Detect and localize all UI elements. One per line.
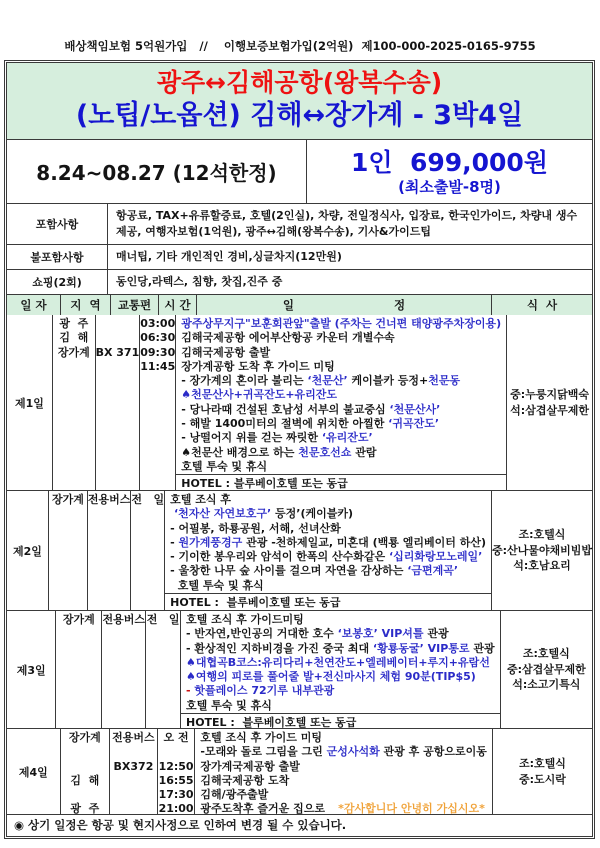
not-included-row	[7, 244, 592, 269]
region-cell-line	[61, 788, 110, 802]
itinerary-segment: 호텔 투숙 및 휴식	[170, 578, 264, 592]
itinerary-segment: ‘천자산 자연보호구’	[173, 507, 272, 521]
offer-row	[7, 139, 592, 203]
itinerary-segment: - 어필봉, 하룡공원, 서해, 선녀산화	[170, 521, 341, 535]
region-cell	[49, 491, 88, 610]
itinerary-segment: 천문호선쇼	[298, 445, 352, 459]
itinerary-segment: - 환상적인 지하비경을 가진 중국 최대	[185, 641, 373, 655]
title-box	[7, 63, 592, 139]
time-cell-line: 11:45	[140, 359, 176, 373]
included-content: 항공료, TAX+유류할증료, 호텔(2인실), 차량, 전일정식사, 입장료, 한국인가이드, 차량내 생수제공, 여행자보험(1억원), 광주↔김해(왕복수송), 기사&가이드팁	[116, 209, 578, 238]
itinerary-line	[186, 613, 495, 627]
meal-line: 중:삼겹살무제한	[506, 662, 586, 676]
time-cell-line: 17:30	[158, 788, 194, 802]
transport-cell-line: 전용버스	[87, 493, 131, 506]
itinerary-segment: - 울창한 나무 숲 사이를 걸으며 자연을 감상하는	[170, 564, 408, 578]
meal-line: 중:누룽지닭백숙	[510, 388, 589, 401]
itinerary-line	[181, 374, 501, 388]
itinerary-cell	[181, 611, 501, 728]
region-cell-line: 김 해	[59, 331, 89, 345]
itinerary-segment: 김해/광주출발	[200, 788, 269, 802]
itinerary-segment: - 반자연,반인공의 거대한 호수	[185, 627, 338, 641]
transport-cell	[110, 729, 158, 814]
time-cell-line: 전 일	[131, 493, 165, 506]
itinerary-line	[200, 731, 486, 745]
itinerary-segment: 김해국제공항 도착	[200, 773, 290, 787]
itinerary-line	[181, 460, 501, 474]
meal-line: 중:산나물야채비빔밥	[491, 543, 593, 557]
schedule-header-row	[7, 294, 592, 315]
itinerary-segment: ‘황룡동굴’ VIP통로	[372, 641, 470, 655]
time-cell-line	[158, 745, 195, 759]
itinerary-segment: *감사합니다 안녕히 가십시오*	[338, 802, 485, 816]
itinerary-segment: 케이블카 등정+	[347, 374, 429, 388]
region-cell-line: 장가계	[62, 613, 95, 626]
header-meals: 식 사	[526, 298, 558, 312]
itinerary-cell	[195, 729, 492, 814]
hotel-line: HOTEL : 블루베이호텔 또는 동급	[181, 713, 500, 731]
itinerary-segment: -	[170, 535, 179, 549]
itinerary-line	[170, 550, 486, 564]
itinerary-line	[181, 446, 501, 460]
itinerary-segment: 관광	[469, 641, 495, 655]
schedule-day-row	[7, 610, 592, 728]
itinerary-segment: 관광 후 공항으로이동	[379, 745, 487, 759]
itinerary-line	[186, 670, 495, 684]
day-label: 제4일	[18, 765, 48, 779]
itinerary-segment: ‘십리화랑모노레일’	[388, 550, 483, 564]
day-label-cell	[7, 491, 49, 610]
itinerary-line	[181, 331, 501, 345]
region-cell-line: 김 해	[70, 773, 100, 787]
title-main: (노팁/노옵션) 김해↔장가계 - 3박4일	[75, 100, 524, 131]
itinerary-segment: 핫플레이스 72기루 내부관광	[194, 684, 335, 698]
itinerary-line	[181, 403, 501, 417]
itinerary-segment: ♠천문산 배경으로 하는	[181, 445, 299, 459]
departure-date: 8.24~08.27 (12석한정)	[7, 140, 307, 203]
itinerary-segment: ‘금편계곡’	[407, 564, 459, 578]
itinerary-line	[181, 388, 501, 402]
title-route: 광주↔김해공항(왕복수송)	[156, 68, 443, 97]
itinerary-line	[181, 317, 501, 331]
min-departure: (최소출발-8명)	[398, 177, 501, 196]
itinerary-segment: 호텔 투숙 및 휴식	[181, 459, 268, 473]
meal-line: 조:호텔식	[518, 757, 566, 770]
hotel-line: HOTEL : 블루베이호텔 또는 동급	[176, 474, 506, 492]
meals-cell	[501, 611, 592, 728]
meal-line: 석:소고기특식	[512, 678, 581, 692]
shopping-content: 동인당,라텍스, 침향, 찻집,진주 중	[116, 275, 283, 288]
itinerary-lines	[176, 315, 506, 474]
time-cell	[140, 315, 176, 490]
shopping-row	[7, 269, 592, 294]
meals-cell	[492, 491, 592, 610]
day-label-cell	[7, 315, 53, 490]
transport-cell-line	[96, 331, 140, 345]
not-included-content: 매너팁, 기타 개인적인 경비,싱글차지(12만원)	[116, 250, 342, 263]
meal-line: 조:호텔식	[518, 528, 566, 542]
itinerary-segment: 장가계국제공항 출발	[200, 759, 300, 773]
header-transport: 교통편	[111, 295, 159, 315]
itinerary-segment: - 해발 1400미터의 절벽에 위치한 아찔한	[181, 417, 389, 431]
meal-line: 중:도시락	[518, 772, 566, 786]
region-cell-line: 장가계	[51, 493, 84, 506]
itinerary-segment: 김해국제공항 출발	[181, 345, 271, 359]
schedule-day-row	[7, 490, 592, 610]
itinerary-line	[186, 656, 495, 670]
itinerary-segment: - 기이한 봉우리와 암석이 한폭의 산수화같은	[170, 550, 389, 564]
itinerary-line	[170, 507, 486, 521]
itinerary-line	[181, 417, 501, 431]
header-itinerary: 일 정	[197, 295, 492, 315]
itinerary-segment: 호텔 조식 후 가이드미팅	[185, 613, 304, 626]
itinerary-line	[186, 684, 495, 698]
region-cell-line: 장가계	[68, 731, 101, 744]
itinerary-line	[200, 745, 486, 759]
not-included-label: 불포함사항	[7, 245, 108, 269]
itinerary-segment: 원가계풍경구	[178, 535, 243, 549]
day-label-cell	[7, 611, 56, 728]
itinerary-line	[170, 579, 486, 593]
itinerary-segment: 광주도착후 즐거운 집으로	[200, 802, 325, 816]
included-row	[7, 203, 592, 244]
itinerary-line	[200, 788, 486, 802]
itinerary-segment: ‘천문산’	[307, 374, 348, 388]
time-cell-line: 09:30	[140, 345, 176, 359]
itinerary-segment: 호텔 투숙 및 휴식	[185, 698, 272, 712]
time-cell	[158, 729, 196, 814]
time-cell	[146, 611, 181, 728]
region-cell-line: 광 주	[70, 802, 100, 816]
time-cell-line: 21:00	[158, 802, 194, 816]
transport-cell	[96, 315, 141, 490]
region-cell-line: 광 주	[59, 317, 89, 330]
itinerary-segment: 군성사석화	[326, 745, 380, 759]
region-cell-line	[61, 745, 110, 759]
itinerary-segment: 관광	[423, 627, 449, 641]
itinerary-line	[186, 642, 495, 656]
itinerary-segment: ‘천문산사’	[389, 402, 441, 416]
time-cell-line: 전 일	[146, 613, 180, 626]
shopping-label: 쇼핑(2회)	[7, 270, 108, 294]
day-label: 제3일	[16, 663, 46, 677]
itinerary-lines	[195, 729, 491, 817]
itinerary-segment: -	[185, 684, 195, 698]
itinerary-lines	[165, 491, 491, 593]
itinerary-segment: ♠천문산사+귀곡잔도+유리잔도	[181, 388, 338, 402]
time-cell-line: 오 전	[163, 731, 189, 744]
itinerary-segment: 호텔 조식 후	[170, 493, 231, 506]
itinerary-segment: 관람	[351, 445, 377, 459]
itinerary-line	[186, 699, 495, 713]
region-cell	[53, 315, 96, 490]
transport-cell	[88, 491, 132, 610]
meal-line: 석:호남요리	[513, 559, 571, 573]
itinerary-segment: 광주상무지구"보훈회관앞"출발 (주차는 건너편 태양광주차장이용)	[181, 317, 502, 330]
transport-cell-line	[110, 745, 157, 759]
itinerary-line	[170, 536, 486, 550]
region-cell	[61, 729, 111, 814]
itinerary-table	[4, 60, 595, 839]
hotel-line: HOTEL : 블루베이호텔 또는 동급	[165, 593, 491, 611]
itinerary-segment: - 장가계의 혼이라 불리는	[181, 374, 308, 388]
day-label: 제1일	[15, 396, 44, 410]
region-cell-line: 장가계	[57, 345, 90, 359]
transport-cell	[102, 611, 146, 728]
transport-cell-line: BX 371	[95, 345, 140, 359]
header-day: 일 자	[7, 295, 61, 315]
region-cell	[56, 611, 102, 728]
itinerary-line	[170, 522, 486, 536]
schedule-day-row	[7, 315, 592, 490]
price-per-person: 1인 699,000원	[351, 147, 548, 177]
itinerary-line	[170, 493, 486, 507]
itinerary-segment: 장가계공항 도착 후 가이드 미팅	[181, 359, 335, 373]
itinerary-line	[181, 360, 501, 374]
transport-cell-line: 전용버스	[102, 613, 145, 626]
itinerary-segment: ♠여행의 피로를 풀어줄 발+전신마사지 체험 90분(TIP$5)	[185, 670, 476, 684]
itinerary-line	[186, 627, 495, 641]
itinerary-segment: 등정’(케이블카)	[271, 507, 354, 521]
footer-note: ◉ 상기 일정은 항공 및 현지사정으로 인하여 변경 될 수 있습니다.	[7, 814, 592, 836]
itinerary-segment: 김해국제공항 에어부산항공 카운터 개별수속	[181, 331, 395, 345]
meals-cell	[493, 729, 592, 814]
itinerary-segment: 호텔 조식 후 가이드 미팅	[200, 731, 322, 744]
meal-line: 석:삼겹살무제한	[510, 403, 589, 417]
day-label: 제2일	[13, 544, 42, 558]
itinerary-cell	[165, 491, 492, 610]
itinerary-line	[181, 431, 501, 445]
itinerary-cell	[176, 315, 507, 490]
insurance-header-line: 배상책임보험 5억원가입 // 이행보증보험가입(2억원) 제100-000-2025-0165-9755	[64, 39, 536, 53]
itinerary-segment: 천문동	[428, 374, 461, 388]
day-label-cell	[7, 729, 61, 814]
transport-cell-line	[96, 317, 140, 331]
itinerary-line	[200, 760, 486, 774]
header-region: 지 역	[61, 295, 111, 315]
price-cell	[307, 140, 592, 203]
itinerary-lines	[181, 611, 500, 713]
time-cell-line: 12:50	[158, 759, 194, 773]
transport-cell-line: BX372	[113, 759, 154, 773]
itinerary-line	[181, 346, 501, 360]
meal-line: 조:호텔식	[522, 647, 570, 661]
time-cell-line: 06:30	[140, 331, 176, 345]
included-label: 포함사항	[7, 204, 108, 244]
itinerary-segment: ‘유리잔도’	[321, 431, 373, 445]
itinerary-segment: - 당나라때 건설된 호남성 서부의 불교중심	[181, 402, 390, 416]
meals-cell	[507, 315, 592, 490]
itinerary-line	[170, 564, 486, 578]
schedule-day-row	[7, 728, 592, 814]
itinerary-segment: -모래와 돌로 그림을 그린	[200, 745, 327, 759]
itinerary-segment: ‘보봉호’ VIP셔틀	[337, 627, 424, 641]
itinerary-segment: 관광 -천하제일교, 미혼대 (백룡 엘리베이터 하산)	[242, 535, 486, 549]
itinerary-segment: ‘귀곡잔도’	[388, 417, 440, 431]
time-cell	[131, 491, 165, 610]
header-time: 시 간	[159, 295, 197, 315]
region-cell-line	[61, 760, 110, 774]
time-cell-line: 03:00	[140, 317, 176, 330]
itinerary-line	[200, 774, 486, 788]
transport-cell-line: 전용버스	[112, 731, 155, 744]
itinerary-segment: ♠대협곡B코스:유리다리+천연잔도+엘레베이터+루지+유람선	[185, 655, 490, 669]
itinerary-segment: - 낭떨어지 위를 걷는 짜릿한	[181, 431, 322, 445]
time-cell-line: 16:55	[158, 773, 194, 787]
schedule-body	[7, 315, 592, 814]
